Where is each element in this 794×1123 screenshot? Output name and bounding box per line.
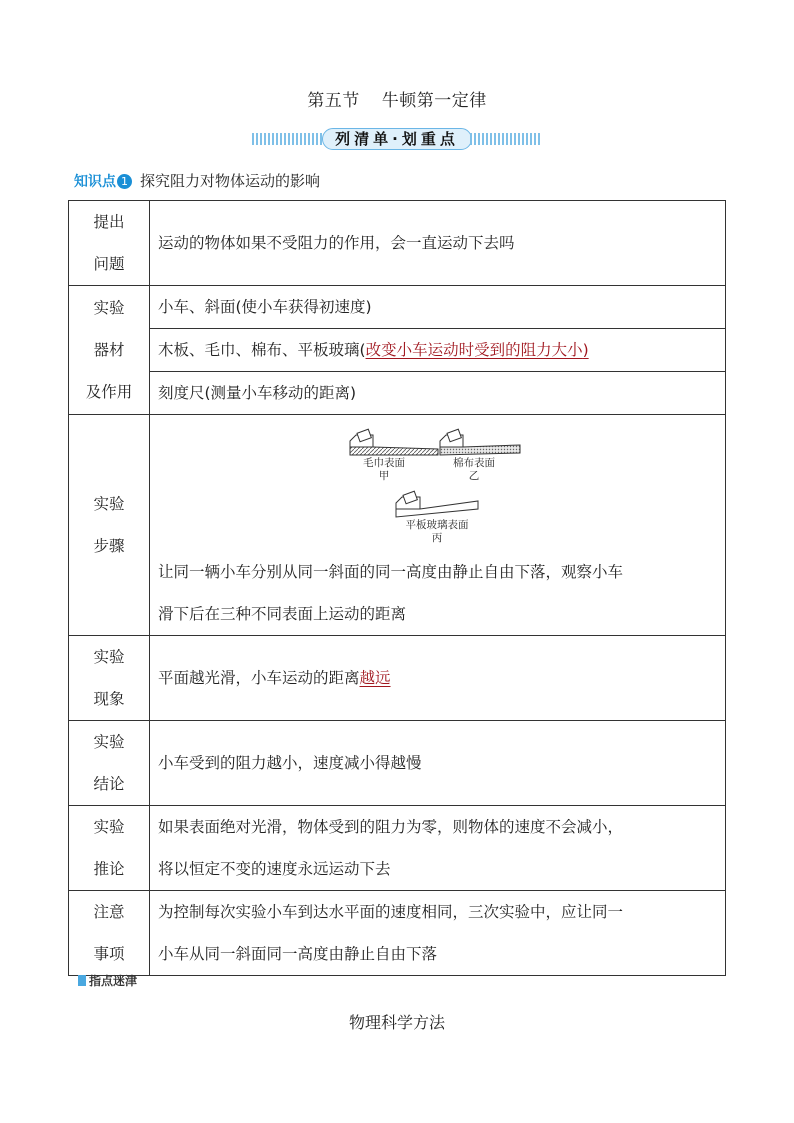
- inference-text: 如果表面绝对光滑，物体受到的阻力为零，则物体的速度不会减小， 将以恒定不变的速度永远运动下去: [150, 806, 726, 891]
- ramp-cotton: [440, 429, 520, 455]
- table-row: [69, 286, 726, 329]
- equipment-row-1: 小车、斜面(使小车获得初速度): [150, 286, 726, 329]
- phenomenon-text: 平面越光滑，小车运动的距离越远: [150, 636, 726, 721]
- banner-stripe-right: [470, 133, 542, 145]
- ramp-towel: [350, 429, 438, 455]
- figure-caption-b: 棉布表面 乙: [453, 457, 495, 482]
- ramp-glass: [396, 491, 478, 517]
- steps-line-2: 滑下后在三种不同表面上运动的距离: [158, 605, 407, 623]
- table-row: [69, 806, 726, 891]
- question-text: 运动的物体如果不受阻力的作用，会一直运动下去吗: [150, 201, 726, 286]
- row-label: 提出 问题: [69, 201, 150, 286]
- section-banner: [252, 128, 542, 150]
- steps-line-1: 让同一辆小车分别从同一斜面的同一高度由静止自由下落，观察小车: [158, 563, 624, 581]
- table-row: [69, 201, 726, 286]
- table-row: [69, 891, 726, 976]
- table-row: [69, 721, 726, 806]
- banner-label: 列清单·划重点: [322, 128, 472, 150]
- conclusion-text: 小车受到的阻力越小，速度减小得越慢: [150, 721, 726, 806]
- knowledge-point-tag: 知识点: [74, 174, 116, 190]
- banner-stripe-left: [252, 133, 324, 145]
- knowledge-point-title: 探究阻力对物体运动的影响: [140, 172, 321, 190]
- table-row: [69, 415, 726, 636]
- answer-text: 改变小车运动时受到的阻力大小: [365, 341, 583, 359]
- answer-text: 越远: [359, 669, 391, 687]
- knowledge-point-heading: [74, 170, 320, 191]
- knowledge-point-number-badge: 1: [117, 174, 132, 189]
- row-label: 实验 结论: [69, 721, 150, 806]
- row-label: 实验 推论: [69, 806, 150, 891]
- row-label: 实验 步骤: [69, 415, 150, 636]
- experiment-figure: [158, 421, 717, 551]
- row-label: 实验 器材 及作用: [69, 286, 150, 415]
- row-label: 实验 现象: [69, 636, 150, 721]
- notes-text: 为控制每次实验小车到达水平面的速度相同，三次实验中，应让同一 小车从同一斜面同一高度由静止自由下落: [150, 891, 726, 976]
- hint-label: 指点迷津: [78, 972, 137, 989]
- row-label: 注意 事项: [69, 891, 150, 976]
- page-title: 第五节 牛顿第一定律: [307, 91, 487, 111]
- figure-caption-c: 平板玻璃表面 丙: [405, 519, 469, 544]
- equipment-row-2: 木板、毛巾、棉布、平板玻璃(改变小车运动时受到的阻力大小): [150, 329, 726, 372]
- section-subtitle: 物理科学方法: [348, 1013, 445, 1032]
- figure-caption-a: 毛巾表面 甲: [363, 457, 405, 482]
- table-row: [69, 636, 726, 721]
- table-row: [69, 329, 726, 372]
- hint-marker-icon: [78, 975, 86, 986]
- table-row: [69, 372, 726, 415]
- equipment-row-3: 刻度尺(测量小车移动的距离): [150, 372, 726, 415]
- experiment-table: [68, 200, 726, 976]
- steps-cell: [150, 415, 726, 636]
